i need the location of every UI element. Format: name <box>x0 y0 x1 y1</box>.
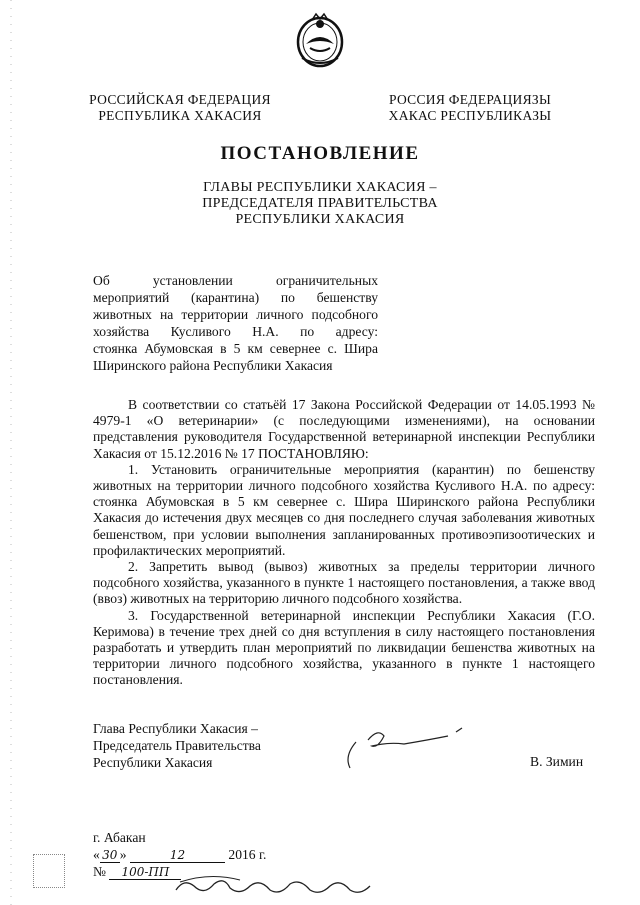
body-paragraph: В соответствии со статьёй 17 Закона Российской Федерации от 14.05.1993 № 4979-1 «О ветеринарии» (с последующими изменениями), на основании представления руководителя Государственной ветеринарной инспекции Республики Хакасия от 15.12.2016 № 17 ПОСТАНОВЛЯЮ: <box>93 397 595 461</box>
date-month: 12 <box>130 848 225 863</box>
registration-stamp <box>33 854 65 888</box>
body-paragraph: 1. Установить ограничительные мероприятия (карантин) по бешенству животных на территории личного подсобного хозяйства Кусливого Н.А. по адресу: стоянка Абумовская в 5 км севернее с. Шира Ширинского района Республики Хакасия до истечения двух месяцев со дня последнего случая заболевания животных бешенством, при условии выполнения запланированных противоэпизоотических и профилактических мероприятий. <box>93 461 595 558</box>
document-subject <box>93 272 378 374</box>
handwritten-signature <box>338 722 478 772</box>
position-line: Республики Хакасия <box>93 755 213 770</box>
subject-line: хозяйства Кусливого Н.А. по адресу: <box>93 324 378 339</box>
subject-line: Об установлении ограничительных <box>93 273 378 288</box>
date-open-quote: « <box>93 847 100 862</box>
subject-line: животных на территории личного подсобного <box>93 307 378 322</box>
body-paragraph: 3. Государственной ветеринарной инспекции Республики Хакасия (Г.О. Керимова) в течение трех дней со дня вступления в силу настоящего постановления разработать и утвердить план мероприятий по ликвидации бешенства животных на территории личного подсобного хозяйства, указанного в пункте 1 настоящего постановления. <box>93 607 595 688</box>
subtitle-line: РЕСПУБЛИКИ ХАКАСИЯ <box>235 212 405 227</box>
header-left-line: РОССИЙСКАЯ ФЕДЕРАЦИЯ <box>89 92 271 107</box>
position-line: Председатель Правительства <box>93 738 261 753</box>
header-russian-federation <box>80 92 280 124</box>
document-title: ПОСТАНОВЛЕНИЕ <box>220 143 420 164</box>
subject-line: стоянка Абумовская в 5 км севернее с. Шира <box>93 341 378 356</box>
subtitle-line: ПРЕДСЕДАТЕЛЯ ПРАВИТЕЛЬСТВА <box>202 196 438 211</box>
header-right-line: РОССИЯ ФЕДЕРАЦИЯЗЫ <box>388 92 552 107</box>
subject-line: мероприятий (карантина) по бешенству <box>93 290 378 305</box>
document-place: г. Абакан <box>93 830 146 845</box>
header-right-line: ХАКАС РЕСПУБЛИКАЗЫ <box>388 108 552 123</box>
date-day: 30 <box>100 848 120 863</box>
header-khakas <box>370 92 570 124</box>
document-subtitle <box>0 180 640 228</box>
document-body <box>93 397 595 689</box>
date-close-quote: » <box>119 847 127 862</box>
scan-edge-marks <box>8 0 14 905</box>
body-paragraph: 2. Запретить вывод (вывоз) животных за пределы территории личного подсобного хозяйства, указанного в пункте 1 настоящего постановления, а также ввод (ввоз) животных на территорию личного подсобного хозяйства. <box>93 559 595 607</box>
signatory-name: В. Зимин <box>530 754 584 769</box>
signatory-position <box>93 720 313 771</box>
document-date <box>93 847 266 863</box>
subject-line: Ширинского района Республики Хакасия <box>93 358 333 373</box>
number-prefix: № <box>93 864 106 879</box>
document-number <box>93 864 181 880</box>
number-value: 100-ПП <box>109 865 181 880</box>
date-year: 2016 г. <box>228 847 267 862</box>
subtitle-line: ГЛАВЫ РЕСПУБЛИКИ ХАКАСИЯ – <box>203 180 437 195</box>
coat-of-arms-emblem <box>292 10 348 70</box>
header-left-line: РЕСПУБЛИКА ХАКАСИЯ <box>98 108 262 123</box>
position-line: Глава Республики Хакасия – <box>93 721 258 736</box>
handwritten-note <box>170 868 390 904</box>
